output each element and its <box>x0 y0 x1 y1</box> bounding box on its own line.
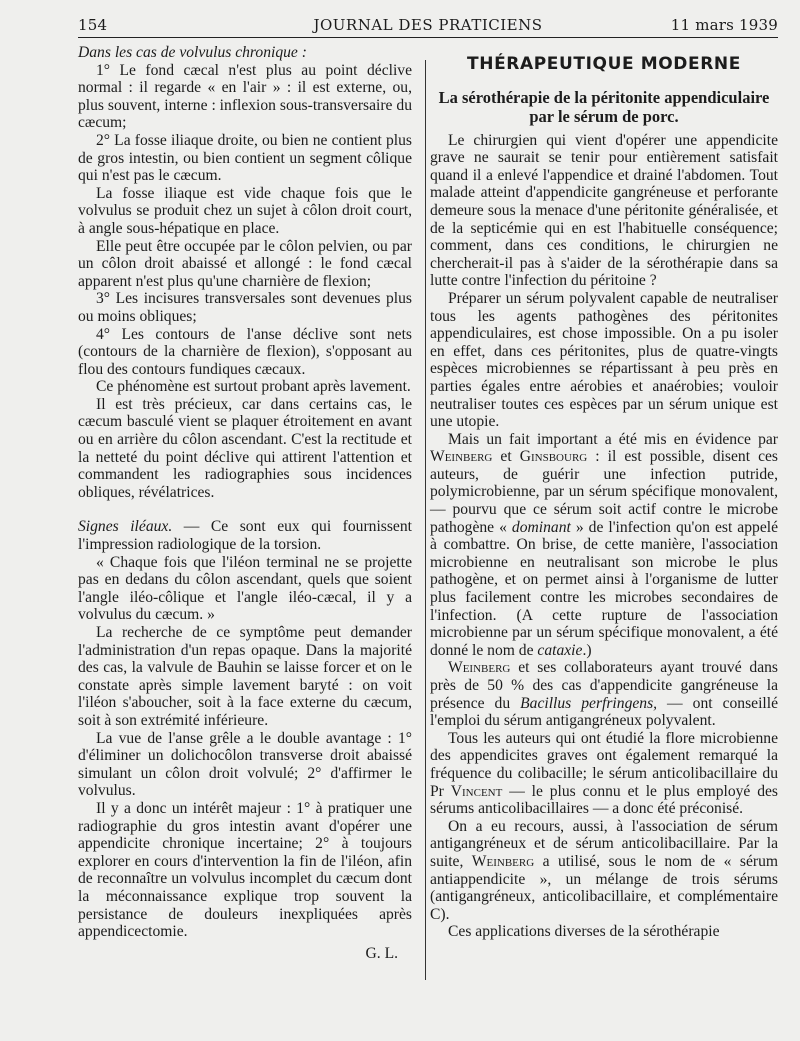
paragraph-text: Mais un fait important a été mis en évidence par <box>448 430 778 448</box>
header-rule <box>78 37 778 38</box>
left-paragraph: Il est très précieux, car dans certains cas, le cæcum basculé vient se plaquer étroitement en avant ou en arrière du côlon ascendant. C'est la rectitude et la netteté du point déclive qui attirent l'attention et commandent les radiographies sous incidences obliques, révélatrices. <box>78 395 412 501</box>
right-column <box>430 56 778 941</box>
subheading-signes-ileaux: Signes iléaux. <box>78 518 173 536</box>
author-signature: G. L. <box>365 944 398 962</box>
left-paragraph: La vue de l'anse grêle a le double avantage : 1° d'éliminer un dolichocôlon transverse droit abaissé simulant un côlon droit volvulé; 2° d'affirmer le volvulus. <box>78 729 412 800</box>
article-title: La sérothérapie de la péritonite appendiculaire par le sérum de porc. <box>438 87 770 126</box>
left-paragraph-signes-ileaux <box>78 518 412 553</box>
emphasis-dominant: dominant <box>511 518 571 536</box>
right-paragraph: Le chirurgien qui vient d'opérer une appendicite grave ne saurait se tenir pour entièrement satisfait quand il a enlevé l'appendice et drainé l'abdomen. Tout malade atteint d'appendicite gangréneuse et perforante demeure sous la menace d'une péritonite généralisée, et de la septicémie qui en est l'habituelle conséquence; comment, dans ces conditions, le chirurgien ne chercherait-il pas à s'aider de la sérothérapie dans sa lutte contre l'infection du péritoine ? <box>430 131 778 290</box>
paragraph-text: a utilisé, sous le nom de « sérum antiappendicite », un mélange de trois sérums (antigangréneux, anticolibacillaire, et complémentaire C). <box>430 852 778 923</box>
left-paragraph: Elle peut être occupée par le côlon pelvien, ou par un côlon droit abaissé et allongé : le fond cæcal apparent n'est plus qu'une charnière de flexion; <box>78 237 412 290</box>
paragraph-text: .) <box>582 641 592 659</box>
left-paragraph: 1° Le fond cæcal n'est plus au point déclive normal : il regarde « en l'air » : il est externe, ou, plus souvent, interne : inflexion sous-transversaire du cæcum; <box>78 61 412 132</box>
issue-date: 11 mars 1939 <box>670 16 778 34</box>
author-name: Weinberg <box>448 659 511 677</box>
left-paragraph: Il y a donc un intérêt majeur : 1° à pratiquer une radiographie du gros intestin avant d'opérer une appendicite chronique incertaine; 2° à toujours explorer en cours d'intervention la fin de l'iléon, afin de reconnaître un volvulus incomplet du cæcum dont la méconnaissance explique trop souvent la persistance de douleurs inexpliquées après appendicectomie. <box>78 799 412 941</box>
emphasis-bacillus: Bacillus perfringens, <box>520 694 658 712</box>
paragraph-text: — le plus connu et le plus employé des sérums anticolibacillaires — a donc été préconisé. <box>430 782 778 818</box>
right-paragraph <box>430 818 778 924</box>
paragraph-text: » de l'infection qu'on est appelé à combattre. On brise, de cette manière, l'association microbienne en neutralisant son microbe le plus pathogène, et on permet ainsi à l'organisme de lutter plus facilement contre les microbes secondaires de l'infection. (A cette rupture de l'association microbienne par un sérum spécifique monovalent, a été donné le nom de <box>430 518 778 659</box>
right-paragraph: Ces applications diverses de la sérothérapie <box>448 923 720 941</box>
paragraph-text: : il est possible, disent ces auteurs, de guérir une infection putride, polymicrobienne, par un sérum spécifique monovalent, — pourvu que ce sérum soit actif contre le microbe pathogène « <box>430 448 778 536</box>
page-number: 154 <box>78 16 108 34</box>
paragraph-text: Tous les auteurs qui ont étudié la flore microbienne des appendicites graves ont également remarqué la fréquence du colibacille; le sérum anticolibacillaire du Pr <box>430 729 778 800</box>
left-paragraph: La recherche de ce symptôme peut demander l'administration d'un repas opaque. Dans la majorité des cas, la valvule de Bauhin se laisse forcer et on le constate après simple lavement baryté : on voit l'iléon s'aboucher, soit à la face externe du cæcum, soit à son extrémité inférieure. <box>78 624 412 729</box>
paragraph-text: On a eu recours, aussi, à l'association de sérum antigangréneux et de sérum anticolibacillaire. Par la suite, <box>430 817 778 870</box>
author-name: Ginsbourg <box>519 448 588 466</box>
paragraph-text: — Ce sont eux qui fournissent l'impression radiologique de la torsion. <box>78 518 412 554</box>
left-column <box>78 44 412 962</box>
paragraph-text: — ont conseillé l'emploi du sérum antigangréneux polyvalent. <box>430 694 778 730</box>
paragraph-text: et ses collaborateurs ayant trouvé dans près de 50 % des cas d'appendicite gangréneuse la présence du <box>430 659 778 712</box>
right-paragraph <box>430 730 778 818</box>
right-paragraph <box>430 659 778 729</box>
section-title: THÉRAPEUTIQUE MODERNE <box>467 54 741 74</box>
left-paragraph: Ce phénomène est surtout probant après lavement. <box>96 378 411 396</box>
author-name: Weinberg <box>430 448 493 466</box>
left-quote: « Chaque fois que l'iléon terminal ne se projette pas en dedans du côlon ascendant, quels que soient l'angle iléo-côlique et l'angle iléo-cæcal, il y a volvulus du cæcum. » <box>78 553 412 624</box>
right-paragraph: Préparer un sérum polyvalent capable de neutraliser tous les agents pathogènes des péritonites appendiculaires, est chose impossible. On a pu isoler en effet, dans ces péritonites, plus de quatre-vingts espèces microbiennes se répartissant à peu près en parties égales entre aérobies et anaérobies; vouloir neutraliser toutes ces espèces par un sérum unique est une utopie. <box>430 289 778 431</box>
running-header <box>78 14 778 36</box>
author-name: Vincent <box>450 782 503 800</box>
author-name: Weinberg <box>471 852 535 870</box>
left-paragraph: 2° La fosse iliaque droite, ou bien ne contient plus de gros intestin, ou bien contient un segment côlique qui n'est pas le cæcum. <box>78 131 412 185</box>
emphasis-cataxie: cataxie <box>537 641 583 659</box>
left-paragraph: 4° Les contours de l'anse déclive sont nets (contours de la charnière de flexion), s'opposant au flou des contours fundiques cæcaux. <box>78 325 412 378</box>
left-paragraph: 3° Les incisures transversales sont devenues plus ou moins obliques; <box>78 290 412 325</box>
right-paragraph <box>430 431 778 660</box>
journal-title: JOURNAL DES PRATICIENS <box>313 16 543 34</box>
paragraph-text: et <box>492 448 520 466</box>
column-divider <box>425 60 426 980</box>
left-paragraph: La fosse iliaque est vide chaque fois que le volvulus se produit chez un sujet à côlon droit court, à angle sous-hépatique en place. <box>78 184 412 237</box>
left-intro: Dans les cas de volvulus chronique : <box>78 44 307 61</box>
